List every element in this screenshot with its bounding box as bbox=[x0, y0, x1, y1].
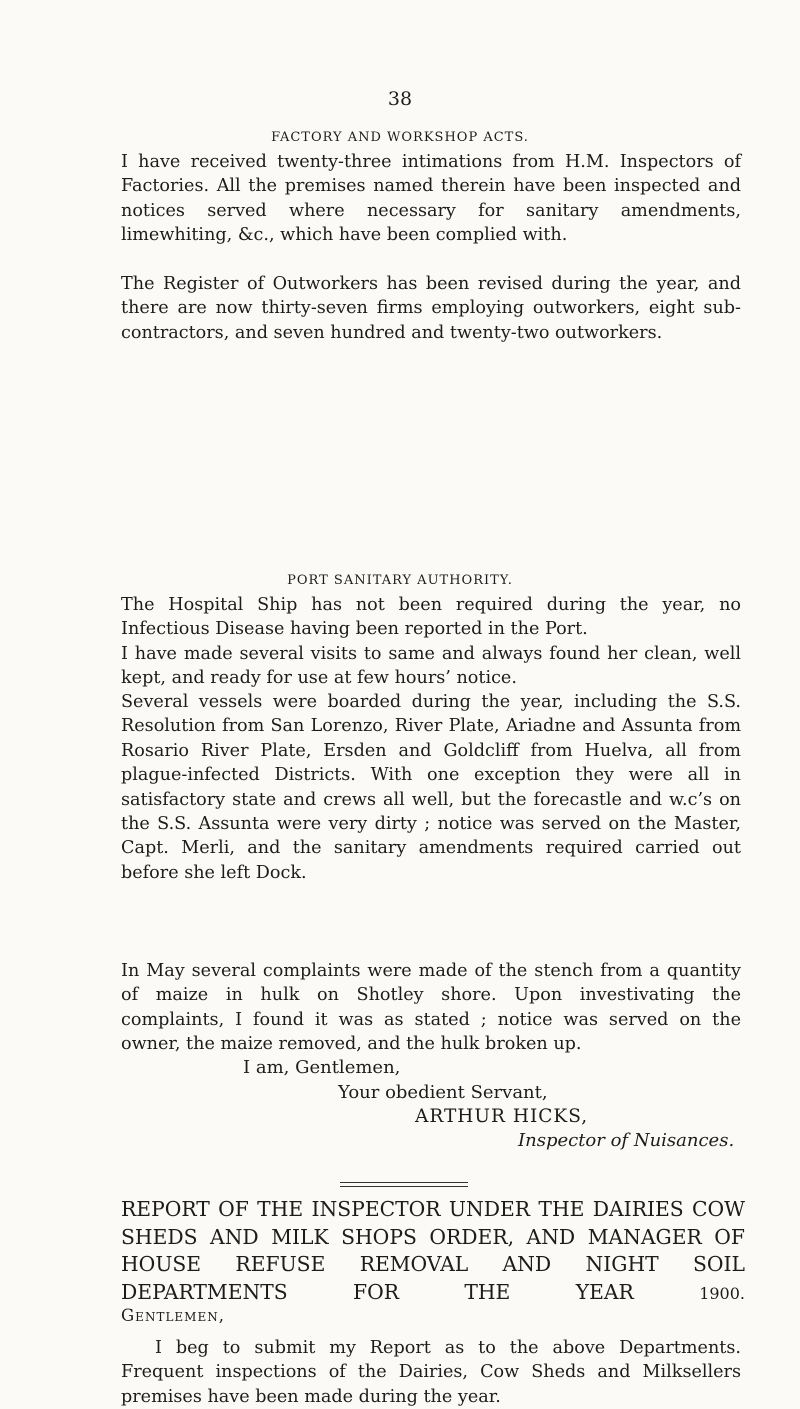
port-paragraph-vessels: Several vessels were boarded during the year, including the S.S. Resolution from San Lorenzo, River Plate, Ariadne and Assunta from Rosario River Plate, Ersden and Goldcliff from Huelva, all from plague-infected Districts. With one exception they were all in satisfactory state and crews all well, but the forecastle and w.c’s on the S.S. Assunta were very dirty ; notice was served on the Master, Capt. Merli, and the sanitary amendments required carried out before she left Dock. bbox=[121, 692, 741, 883]
signature-name: ARTHUR HICKS, bbox=[415, 1106, 589, 1127]
port-sanitary-heading: PORT SANITARY AUTHORITY. bbox=[287, 573, 513, 588]
factory-paragraph-outworkers: The Register of Outworkers has been revised during the year, and there are now thirty-seven firms employing outworkers, eight sub-contractors, and seven hundred and twenty-two outworkers. bbox=[121, 274, 741, 343]
signature-title: Inspector of Nuisances. bbox=[518, 1130, 735, 1151]
report-salutation: Gentlemen, bbox=[121, 1306, 225, 1325]
port-paragraph-visits: I have made several visits to same and always found her clean, well kept, and ready for use at few hours’ notice. bbox=[121, 644, 741, 689]
page-number: 38 bbox=[387, 88, 413, 110]
factory-acts-heading: FACTORY AND WORKSHOP ACTS. bbox=[271, 130, 529, 145]
section-divider-bottom bbox=[340, 1186, 468, 1187]
port-paragraph-maize-complaints: In May several complaints were made of the stench from a quantity of maize in hulk on Shotley shore. Upon investivating the complaints, I found it was as stated ; notice was served on the owner, the maize removed, and the hulk broken up. bbox=[121, 961, 741, 1055]
factory-paragraph-intimations: I have received twenty-three intimations from H.M. Inspectors of Factories. All the premises named therein have been inspected and notices served where necessary for sanitary amendments, limewhiting, &c., which have been complied with. bbox=[121, 152, 741, 246]
report-year: 1900. bbox=[699, 1283, 745, 1303]
port-paragraph-hospital-ship: The Hospital Ship has not been required during the year, no Infectious Disease having been reported in the Port. bbox=[121, 595, 741, 640]
report-title bbox=[121, 1196, 745, 1307]
section-divider-top bbox=[340, 1182, 468, 1183]
report-paragraph: I beg to submit my Report as to the above Departments. Frequent inspections of the Dairies, Cow Sheds and Milksellers premises have been made during the year. bbox=[121, 1338, 741, 1407]
signature-servant: Your obedient Servant, bbox=[338, 1082, 548, 1103]
report-title-text: REPORT OF THE INSPECTOR UNDER THE DAIRIES COW SHEDS AND MILK SHOPS ORDER, AND MANAGER OF HOUSE REFUSE REMOVAL AND NIGHT SOIL DEPARTMENTS FOR THE YEAR bbox=[121, 1197, 745, 1304]
signature-closing: I am, Gentlemen, bbox=[243, 1057, 401, 1078]
